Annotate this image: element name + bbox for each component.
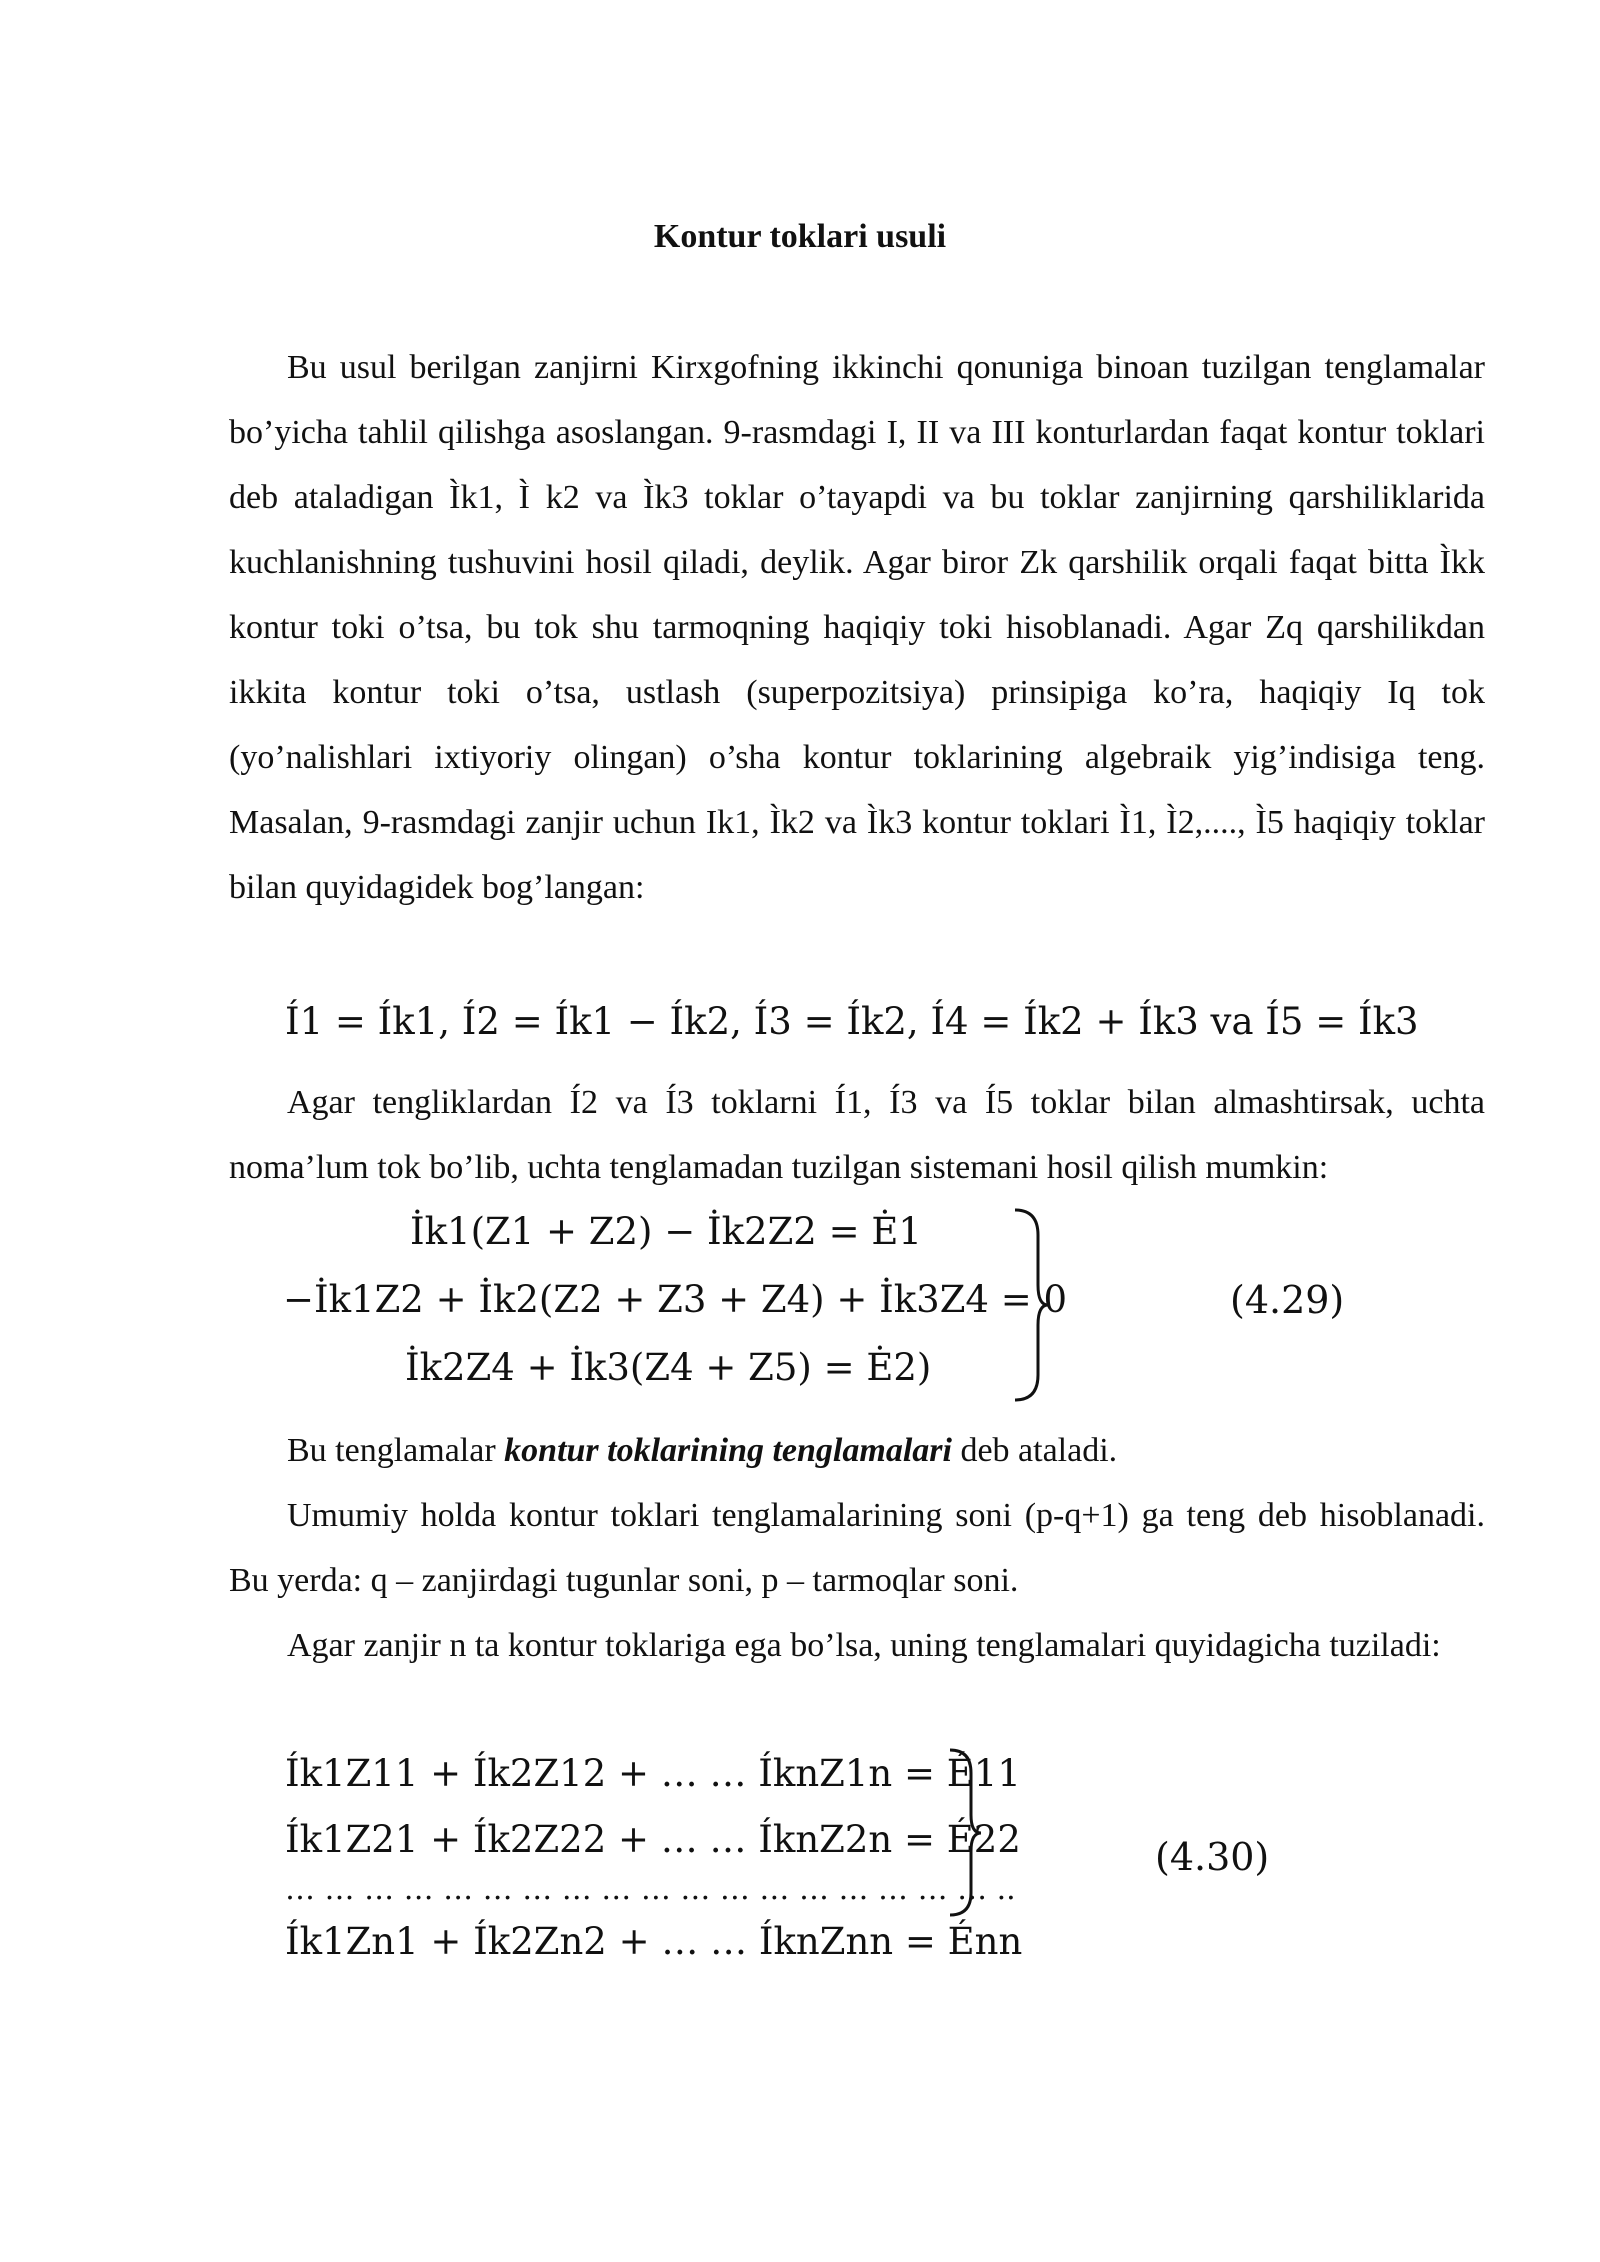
equation-number-430: (4.30)	[1155, 1835, 1270, 1879]
equation-429-line3: İk2Z4 + İk3(Z4 + Z5) = Ė2)	[405, 1346, 932, 1389]
paragraph-intro: Bu usul berilgan zanjirni Kirxgofning ikkinchi qonuniga binoan tuzilgan tenglamalar bo’yicha tahlil qilishga asoslangan. 9-rasmdagi I, II va III konturlardan faqat kontur toklari deb ataladigan Ìk1, Ì k2 va Ìk3 toklar o’tayapdi va bu toklar zanjirning qarshiliklarida kuchlanishning tushuvini hosil qiladi, deylik. Agar biror Zk qarshilik orqali faqat bitta Ìkk kontur toki o’tsa, bu tok shu tarmoqning haqiqiy toki hisoblanadi. Agar Zq qarshilikdan ikkita kontur toki o’tsa, ustlash (superpozitsiya) prinsipiga ko’ra, haqiqiy Iq tok (yo’nalishlari ixtiyoriy olingan) o’sha kontur toklarining algebraik yig’indisiga teng. Masalan, 9-rasmdagi zanjir uchun Ik1, Ìk2 va Ìk3 kontur toklari Ì1, Ì2,...., Ì5 haqiqiy toklar bilan quyidagidek bog’langan:	[229, 349, 1485, 906]
equation-429-line2: −İk1Z2 + İk2(Z2 + Z3 + Z4) + İk3Z4 = 0	[283, 1278, 1068, 1321]
right-brace-icon	[1010, 1205, 1050, 1405]
right-brace-icon	[945, 1745, 985, 1920]
paragraph-definition	[229, 1418, 1485, 1483]
definition-prefix: Bu tenglamalar	[287, 1432, 505, 1469]
paragraph-count: Umumiy holda kontur toklari tenglamalarining soni (p-q+1) ga teng deb hisoblanadi. Bu yerda: q – zanjirdagi tugunlar soni, p – tarmoqlar soni.	[229, 1497, 1485, 1599]
definition-suffix: deb ataladi.	[951, 1432, 1118, 1469]
equation-430-line3: … … … … … … … … … … … … … … … … … … ..	[285, 1872, 1016, 1907]
paragraph-general: Agar zanjir n ta kontur toklariga ega bo’lsa, uning tenglamalari quyidagicha tuziladi:	[287, 1627, 1441, 1664]
equation-current-relations: Í1 = Ík1, Í2 = Ík1 − Ík2, Í3 = Ík2, Í4 = Ík2 + Ík3 va Í5 = Ík3	[285, 1000, 1419, 1043]
equation-number-429: (4.29)	[1230, 1278, 1345, 1322]
definition-term: kontur toklarining tenglamalari	[504, 1432, 952, 1469]
equation-430-line2: Ík1Z21 + Ík2Z22 + … … ÍknZ2n = É22	[285, 1818, 1021, 1861]
equation-430-line4: Ík1Zn1 + Ík2Zn2 + … … ÍknZnn = Énn	[285, 1920, 1023, 1963]
paragraph-substitution: Agar tengliklardan Í2 va Í3 toklarni Í1, Í3 va Í5 toklar bilan almashtirsak, uchta noma’lum tok bo’lib, uchta tenglamadan tuzilgan sistemani hosil qilish mumkin:	[229, 1084, 1485, 1186]
equation-429-line1: İk1(Z1 + Z2) − İk2Z2 = Ė1	[410, 1210, 922, 1253]
equation-430-line1: Ík1Z11 + Ík2Z12 + … … ÍknZ1n = É11	[285, 1752, 1021, 1795]
page-title: Kontur toklari usuli	[653, 218, 947, 255]
